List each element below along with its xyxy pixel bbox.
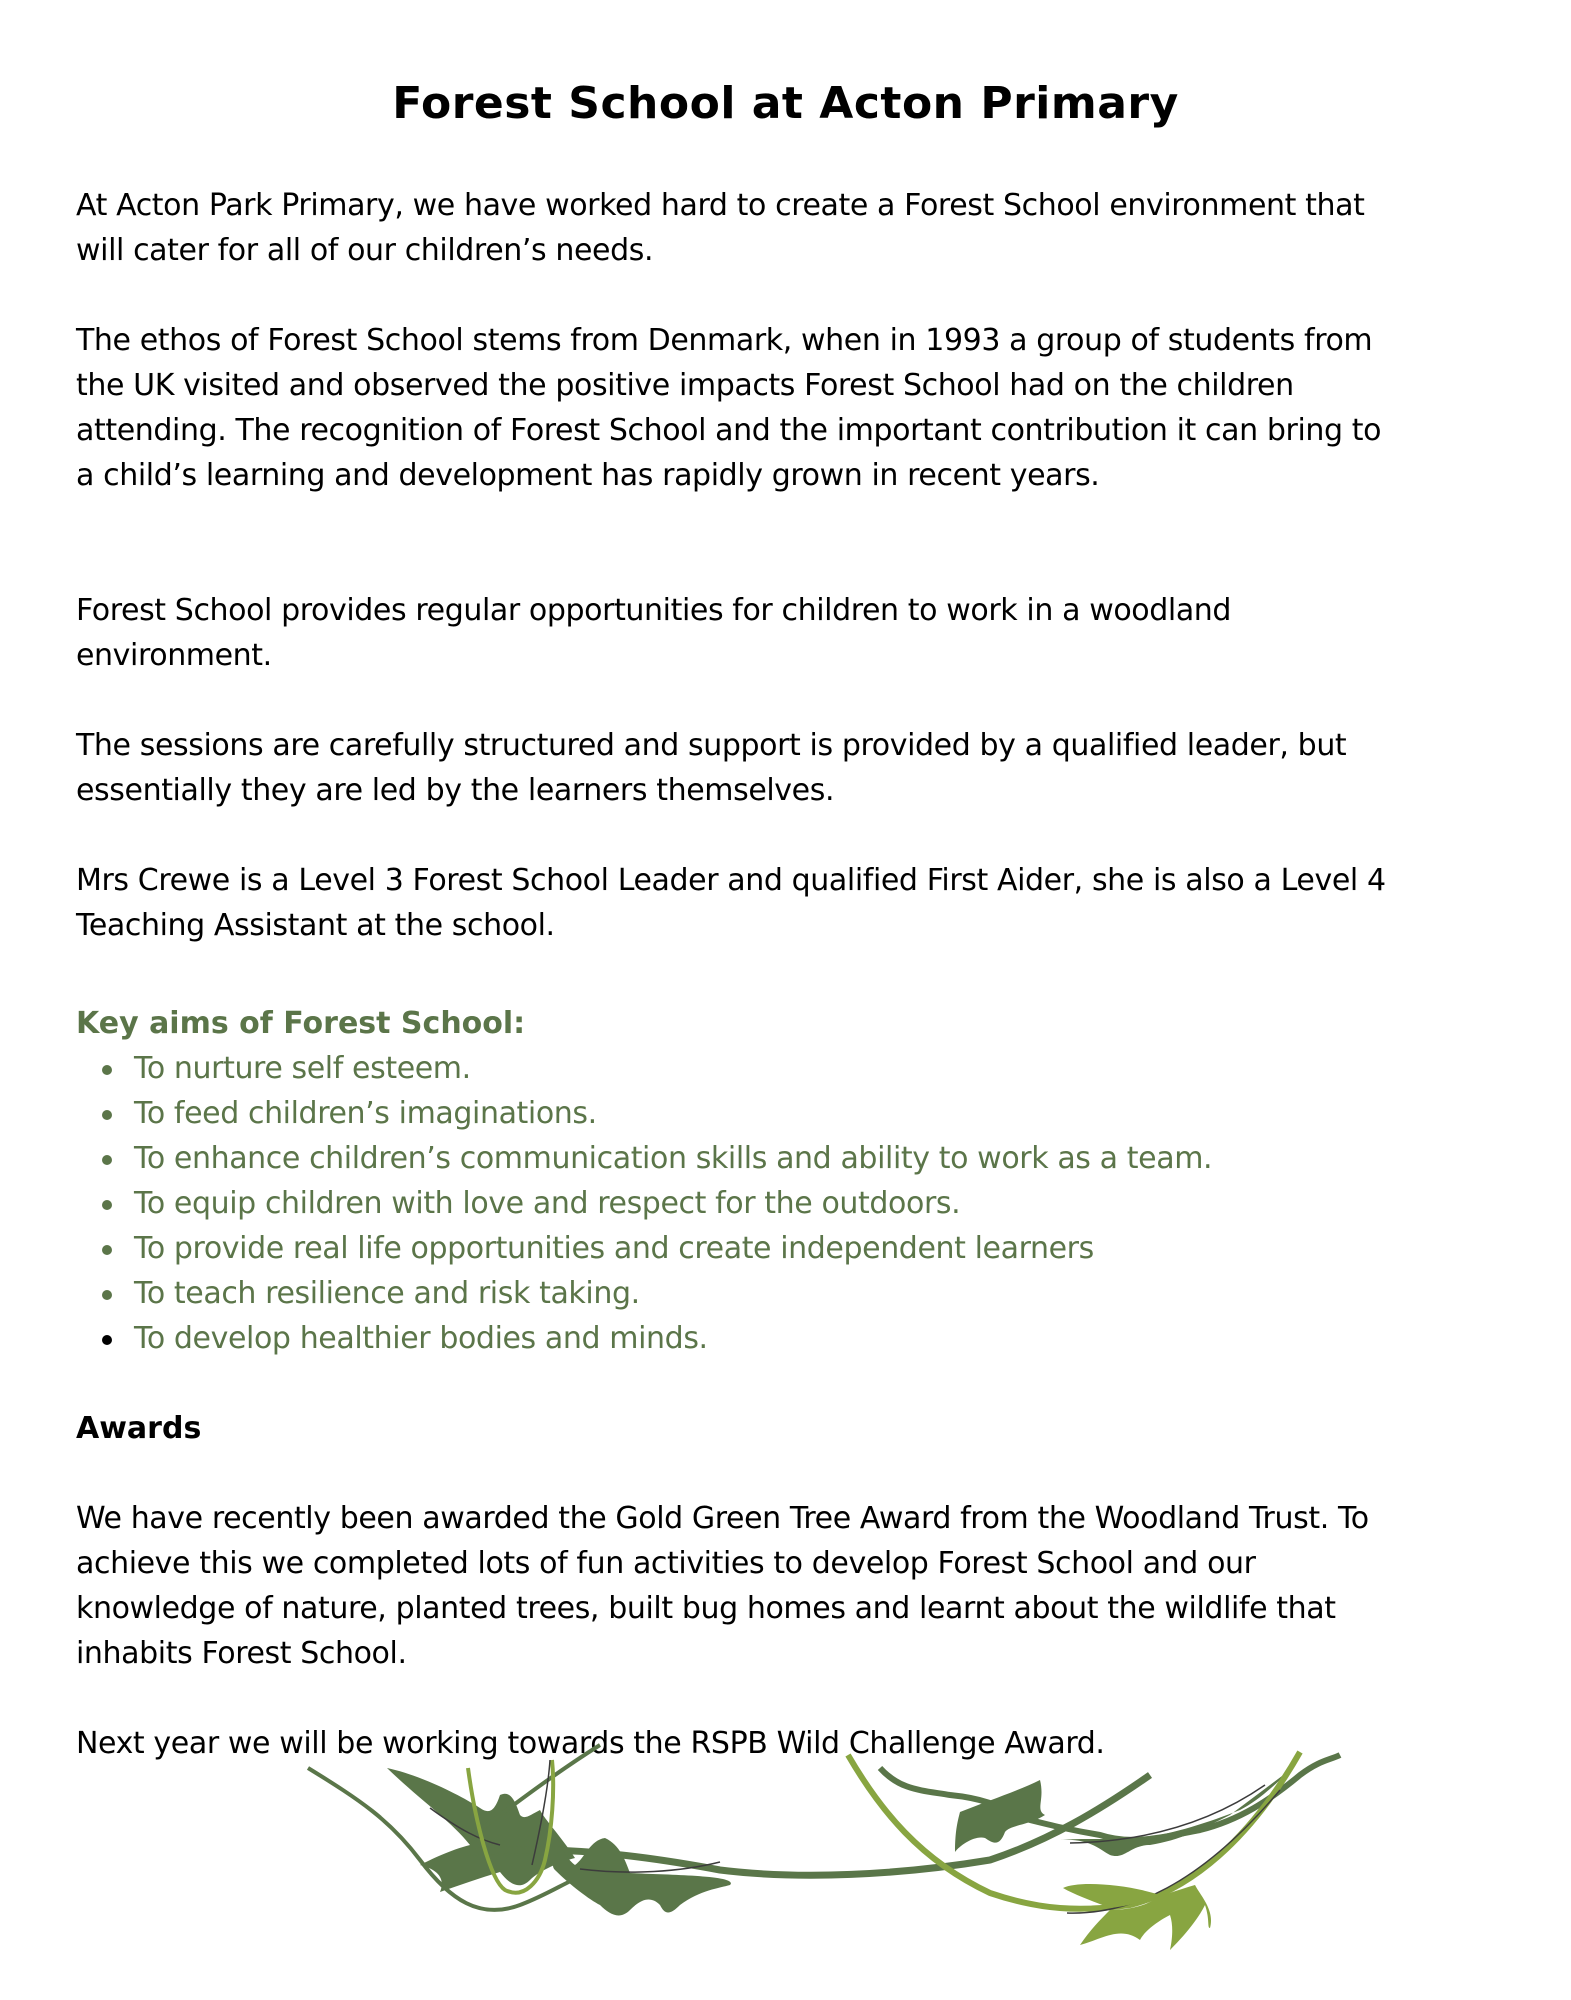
page-title: Forest School at Acton Primary <box>392 78 1179 129</box>
bullet-icon <box>102 1335 112 1345</box>
key-aims-list <box>76 1046 1212 1361</box>
text-line: Forest School provides regular opportunities for children to work in a woodland <box>76 593 1232 628</box>
list-item <box>76 1316 1212 1361</box>
text-line: attending. The recognition of Forest School and the important contribution it can bring to <box>76 413 1382 448</box>
list-item <box>76 1226 1212 1271</box>
text-line: The sessions are carefully structured and support is provided by a qualified leader, but <box>76 728 1347 763</box>
list-item-text: To provide real life opportunities and create independent learners <box>134 1231 1094 1266</box>
oak-leaf-garland-icon <box>0 1740 1571 2000</box>
text-line: Mrs Crewe is a Level 3 Forest School Leader and qualified First Aider, she is also a Level 4 <box>76 863 1386 898</box>
text-line: Teaching Assistant at the school. <box>76 908 555 943</box>
list-item-text: To equip children with love and respect for the outdoors. <box>134 1186 961 1221</box>
bullet-icon <box>102 1200 112 1210</box>
text-line: achieve this we completed lots of fun activities to develop Forest School and our <box>76 1546 1256 1581</box>
text-line: essentially they are led by the learners themselves. <box>76 773 835 808</box>
bullet-icon <box>102 1245 112 1255</box>
list-item <box>76 1136 1212 1181</box>
list-item <box>76 1046 1212 1091</box>
list-item-text: To nurture self esteem. <box>134 1051 471 1086</box>
list-item-text: To teach resilience and risk taking. <box>134 1276 640 1311</box>
list-item <box>76 1181 1212 1226</box>
text-line: We have recently been awarded the Gold Green Tree Award from the Woodland Trust. To <box>76 1501 1369 1536</box>
list-item-text: To develop healthier bodies and minds. <box>134 1321 708 1356</box>
awards-heading: Awards <box>76 1411 202 1446</box>
text-line: knowledge of nature, planted trees, built bug homes and learnt about the wildlife that <box>76 1591 1336 1626</box>
text-line: the UK visited and observed the positive impacts Forest School had on the children <box>76 368 1294 403</box>
list-item-text: To enhance children’s communication skills and ability to work as a team. <box>134 1141 1213 1176</box>
bullet-icon <box>102 1065 112 1075</box>
text-line: At Acton Park Primary, we have worked hard to create a Forest School environment that <box>76 188 1365 223</box>
text-line: The ethos of Forest School stems from Denmark, when in 1993 a group of students from <box>76 323 1373 358</box>
text-line: a child’s learning and development has rapidly grown in recent years. <box>76 458 1100 493</box>
text-line: will cater for all of our children’s needs. <box>76 233 654 268</box>
text-line: environment. <box>76 638 272 673</box>
key-aims-heading: Key aims of Forest School: <box>76 1006 526 1041</box>
list-item-text: To feed children’s imaginations. <box>134 1096 597 1131</box>
next-year-paragraph: Next year we will be working towards the RSPB Wild Challenge Award. <box>76 1726 1105 1761</box>
list-item <box>76 1091 1212 1136</box>
bullet-icon <box>102 1290 112 1300</box>
bullet-icon <box>102 1155 112 1165</box>
bullet-icon <box>102 1110 112 1120</box>
list-item <box>76 1271 1212 1316</box>
text-line: inhabits Forest School. <box>76 1636 407 1671</box>
